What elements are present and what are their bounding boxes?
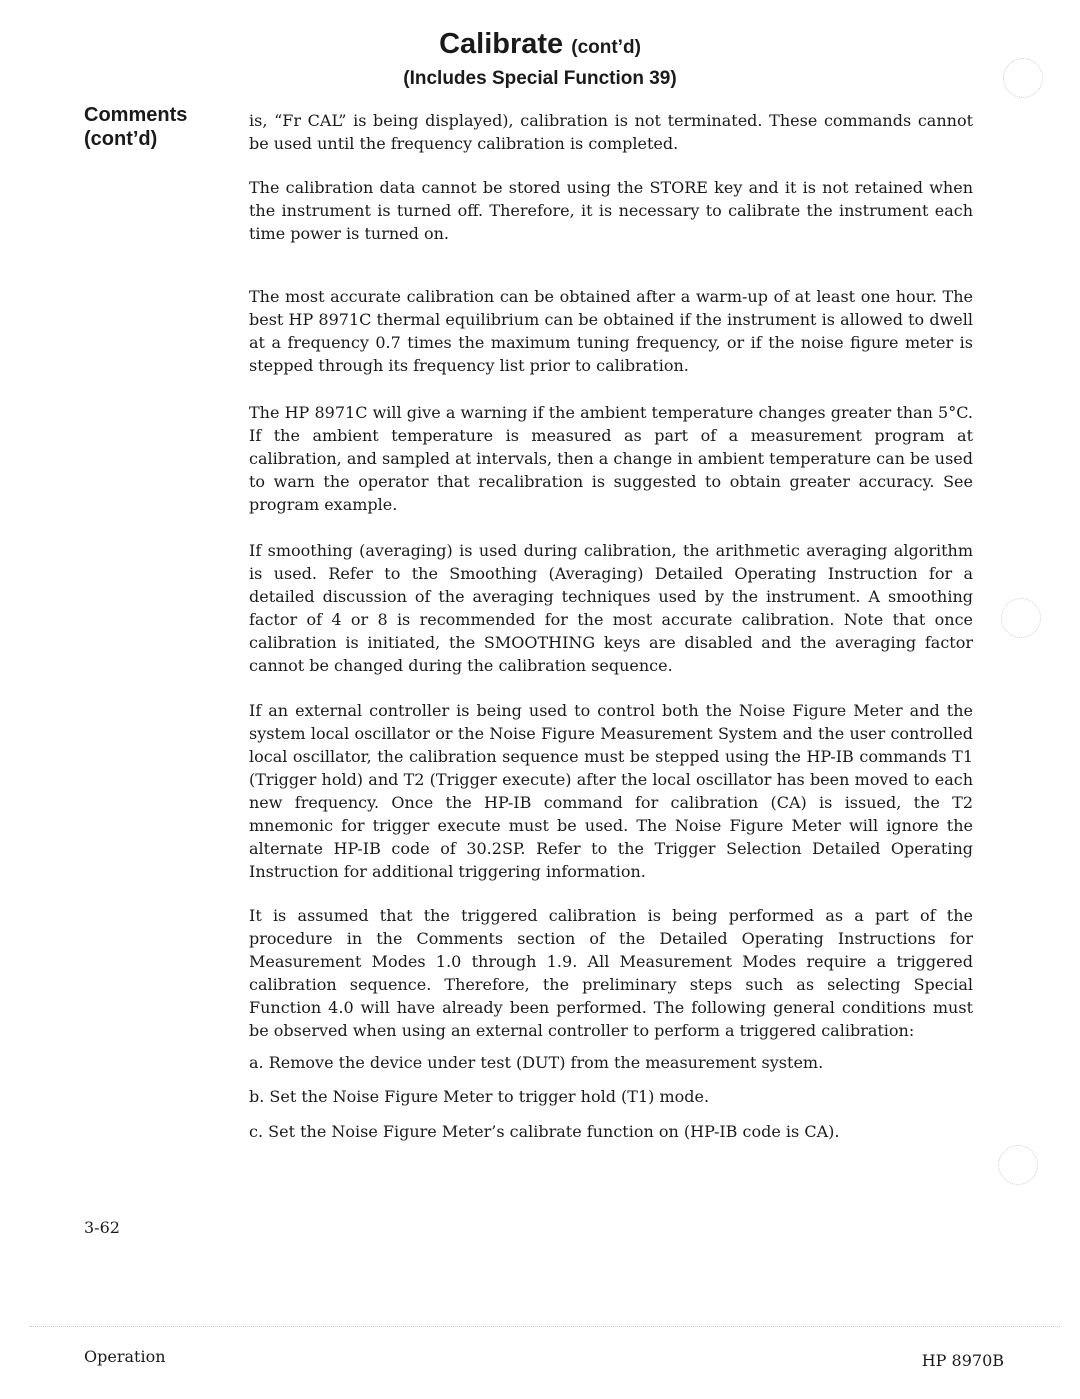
page-header <box>0 26 1080 92</box>
side-label-line2: (cont’d) <box>84 128 158 150</box>
punch-hole-middle <box>1001 598 1041 638</box>
paragraph-4: The HP 8971C will give a warning if the ambient temperature changes greater than 5°C. If the ambient temperature is measured as part of a measurement program at calibration, and sampled at intervals, then a change in ambient temperature can be used to warn the operator that recalibration is suggested to obtain greater accuracy. See program example. <box>249 403 973 514</box>
paragraph-3: The most accurate calibration can be obtained after a warm-up of at least one hour. The best HP 8971C thermal equilibrium can be obtained if the instrument is allowed to dwell at a frequency 0.7 times the maximum tuning frequency, or if the noise figure meter is stepped through its frequency list prior to calibration. <box>249 287 973 375</box>
punch-hole-bottom <box>998 1145 1038 1185</box>
page-subtitle: (Includes Special Function 39) <box>403 68 677 89</box>
paragraph-6: If an external controller is being used to control both the Noise Figure Meter and the system local oscillator or the Noise Figure Measurement System and the user controlled local oscillator, the calibration sequence must be stepped using the HP-IB commands T1 (Trigger hold) and T2 (Trigger execute) after the local oscillator has been moved to each new frequency. Once the HP-IB command for calibration (CA) is issued, the T2 mnemonic for trigger execute must be used. The Noise Figure Meter will ignore the alternate HP-IB code of 30.2SP. Refer to the Trigger Selection Detailed Operating Instruction for additional triggering information. <box>249 701 973 881</box>
comments-side-label <box>84 103 187 151</box>
paragraph-1: is, “Fr CAL” is being displayed), calibration is not terminated. These commands cannot be used until the frequency calibration is completed. <box>249 111 973 153</box>
side-label-line1: Comments <box>84 104 188 126</box>
paragraph-2: The calibration data cannot be stored using the STORE key and it is not retained when the instrument is turned off. Therefore, it is necessary to calibrate the instrument each time power is turned on. <box>249 178 973 243</box>
list-item-a: a. Remove the device under test (DUT) from the measurement system. <box>249 1053 824 1072</box>
title-suffix: (cont’d) <box>571 37 641 58</box>
title-text: Calibrate <box>439 28 564 60</box>
list-item-b: b. Set the Noise Figure Meter to trigger hold (T1) mode. <box>249 1087 710 1106</box>
list-item-c: c. Set the Noise Figure Meter’s calibrate function on (HP-IB code is CA). <box>249 1122 840 1141</box>
footer-model-name: HP 8970B <box>921 1351 1004 1370</box>
punch-hole-top <box>1003 58 1043 98</box>
paragraph-5: If smoothing (averaging) is used during calibration, the arithmetic averaging algorithm is used. Refer to the Smoothing (Averaging) Detailed Operating Instruction for a detailed discussion of the averaging techniques used by the instrument. A smoothing factor of 4 or 8 is recommended for the most accurate calibration. Note that once calibration is initiated, the SMOOTHING keys are disabled and the averaging factor cannot be changed during the calibration sequence. <box>249 541 973 675</box>
footer-section-name: Operation <box>84 1347 166 1366</box>
page-number: 3-62 <box>84 1218 120 1237</box>
paragraph-7: It is assumed that the triggered calibration is being performed as a part of the procedure in the Comments section of the Detailed Operating Instructions for Measurement Modes 1.0 through 1.9. All Measurement Modes require a triggered calibration sequence. Therefore, the preliminary steps such as selecting Special Function 4.0 will have already been performed. The following general conditions must be observed when using an external controller to perform a triggered calibration: <box>249 906 973 1040</box>
footer-divider <box>30 1326 1060 1327</box>
page-title <box>0 26 1080 66</box>
